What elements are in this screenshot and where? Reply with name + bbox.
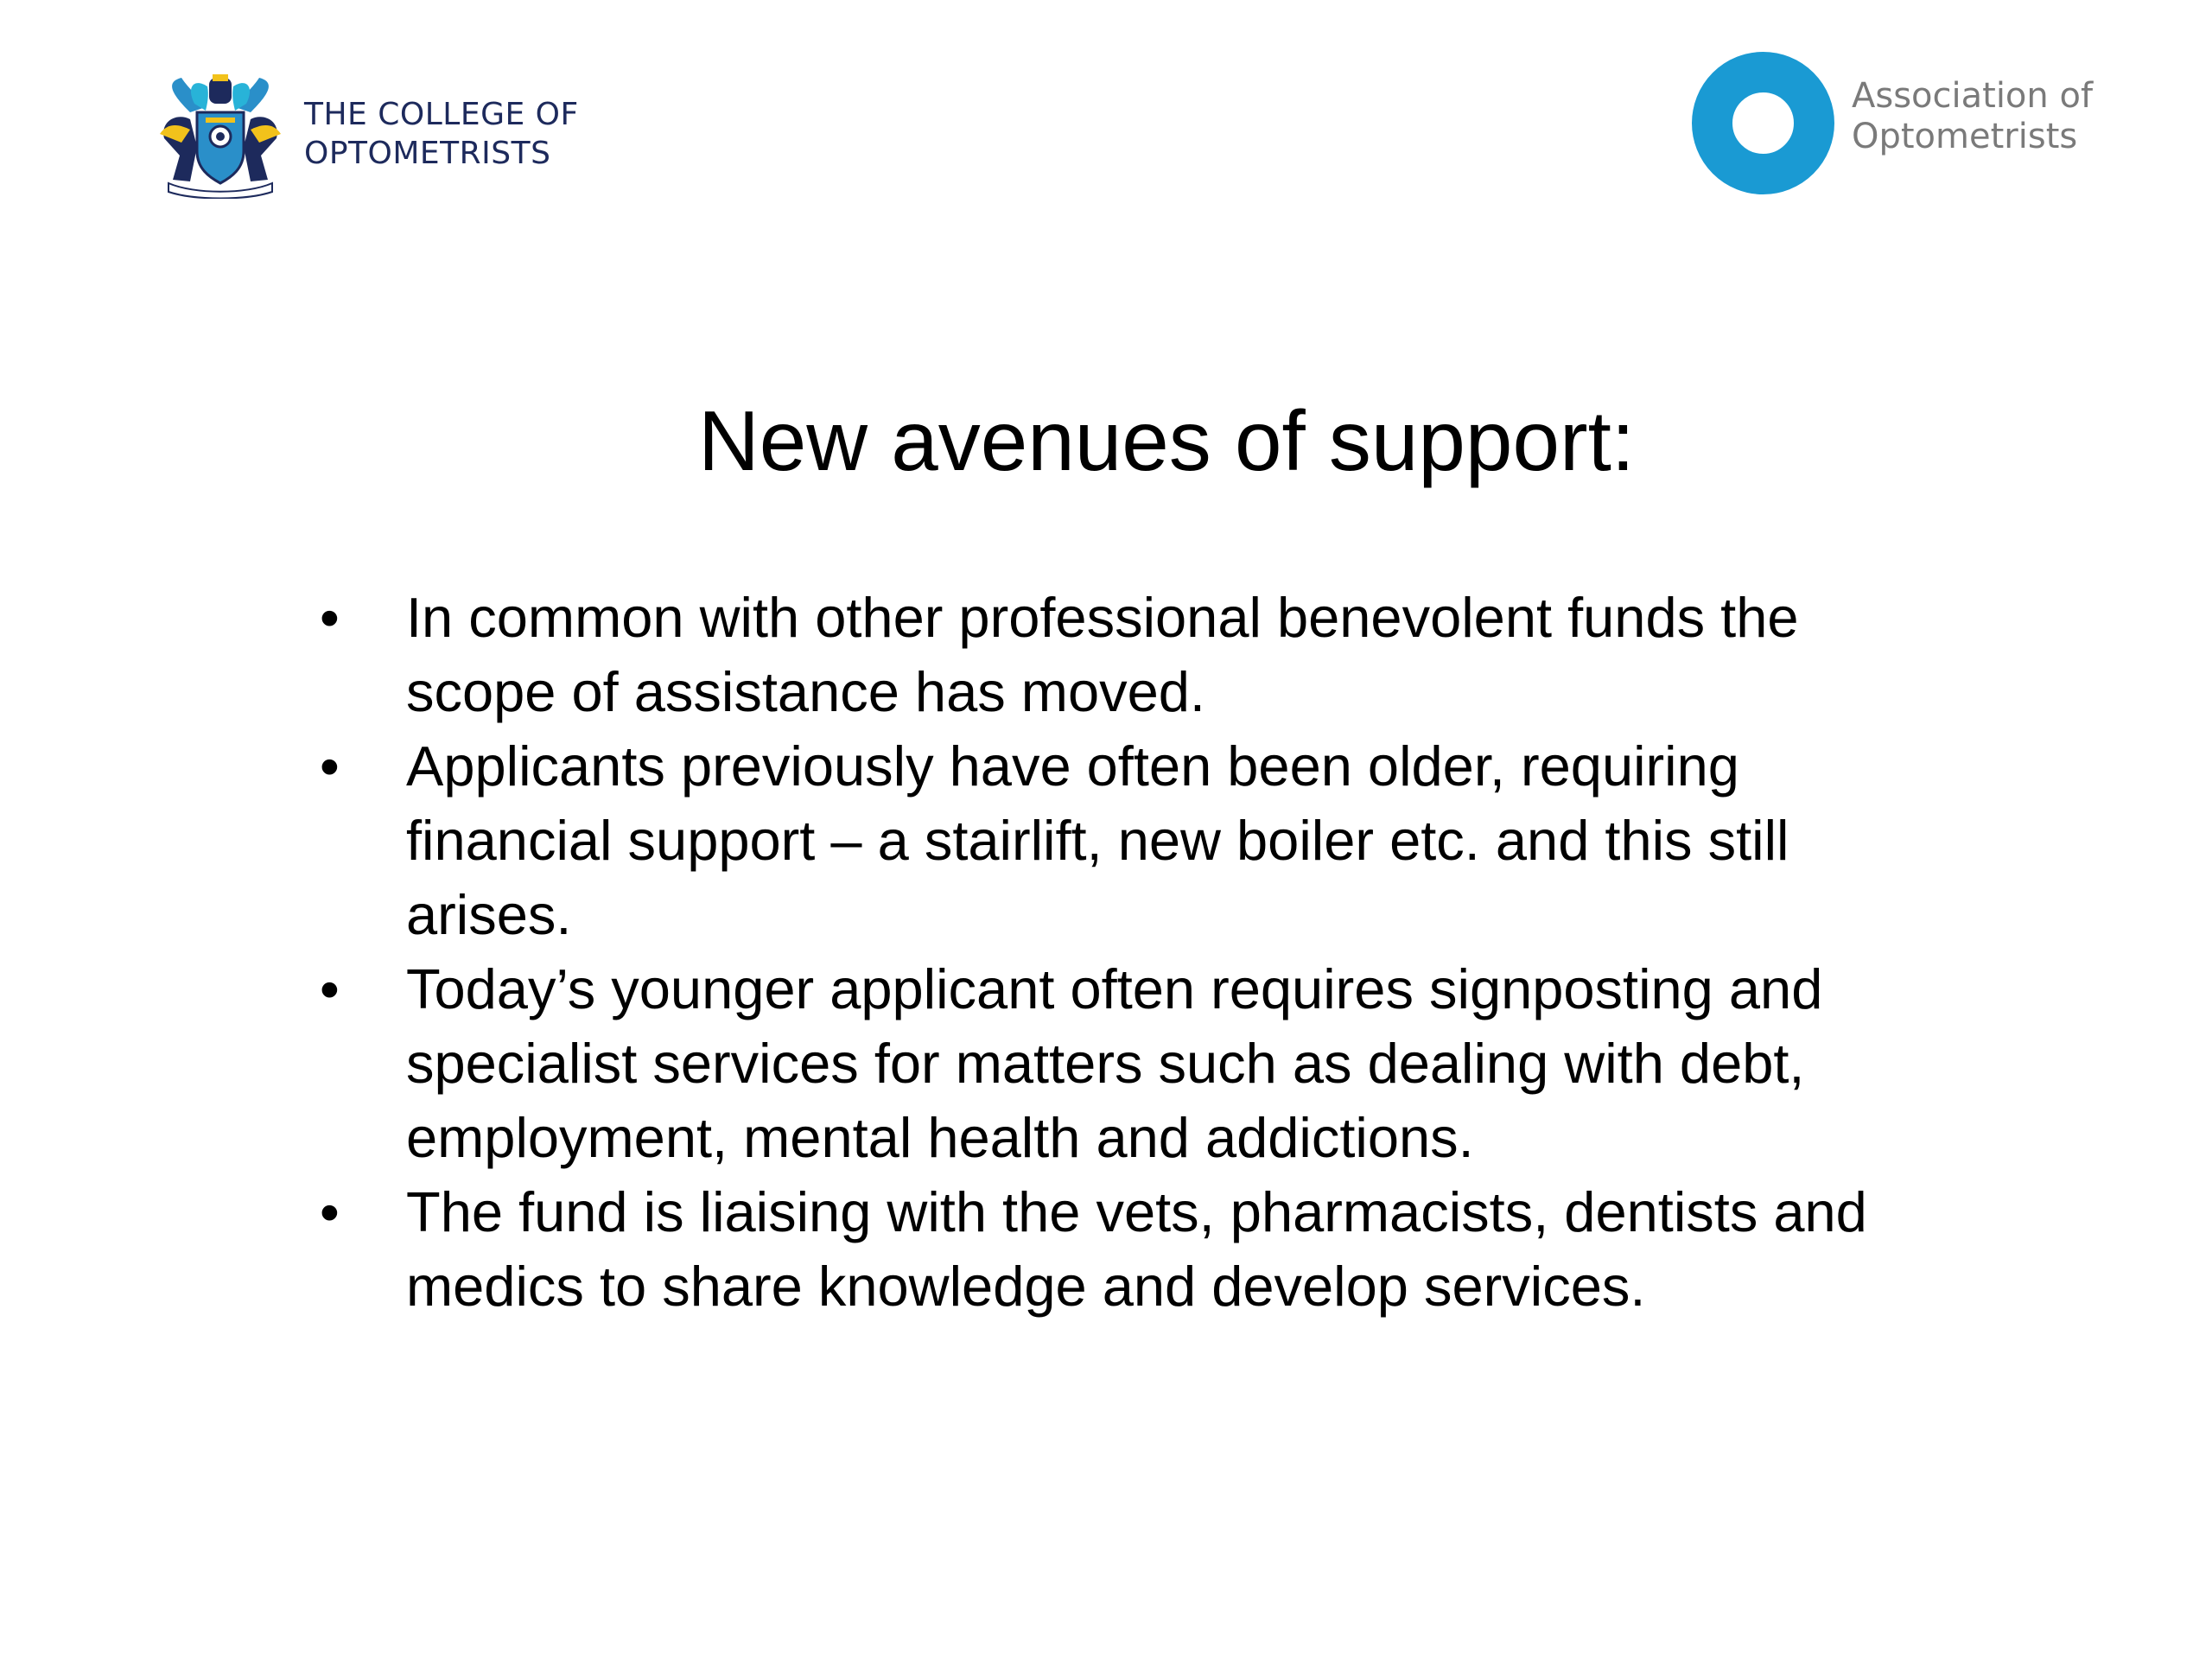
college-name-line2: OPTOMETRISTS <box>304 136 551 171</box>
crest-icon <box>156 69 285 199</box>
slide-title: New avenues of support: <box>697 393 1636 488</box>
college-name-line1: THE COLLEGE OF <box>304 97 579 132</box>
association-of-optometrists-logo <box>1692 52 2107 199</box>
bullet-text-line: Applicants previously have often been older, requiring <box>406 734 1739 798</box>
aop-name <box>1852 76 2093 157</box>
bullet-text-line: The fund is liaising with the vets, pharmacists, dentists and <box>406 1180 1867 1243</box>
bullet-text-line: arises. <box>406 883 572 946</box>
bullet-dot: • <box>320 1180 340 1243</box>
bullet-text-line: specialist services for matters such as dealing with debt, <box>406 1032 1805 1095</box>
bullet-text-line: financial support – a stairlift, new boiler etc. and this still <box>406 809 1789 872</box>
bullet-text-line: Today’s younger applicant often requires signposting and <box>406 957 1823 1020</box>
bullet-text-line: employment, mental health and addictions. <box>406 1106 1474 1169</box>
bullet-dot: • <box>320 734 340 798</box>
bullet-item <box>311 1175 2039 1324</box>
bullet-item <box>311 729 2039 952</box>
ring-icon <box>1692 52 1834 194</box>
bullet-item <box>311 952 2039 1175</box>
bullet-text-line: In common with other professional benevolent funds the <box>406 586 1799 649</box>
bullet-item <box>311 581 2039 729</box>
bullet-text-line: scope of assistance has moved. <box>406 660 1205 723</box>
bullet-dot: • <box>320 586 340 649</box>
aop-name-line1: Association of <box>1852 76 2094 116</box>
bullet-dot: • <box>320 957 340 1020</box>
college-of-optometrists-logo <box>156 69 605 199</box>
bullet-list <box>311 581 2039 1324</box>
bullet-text-line: medics to share knowledge and develop services. <box>406 1255 1646 1318</box>
college-name <box>304 95 579 173</box>
aop-name-line2: Optometrists <box>1852 117 2078 156</box>
